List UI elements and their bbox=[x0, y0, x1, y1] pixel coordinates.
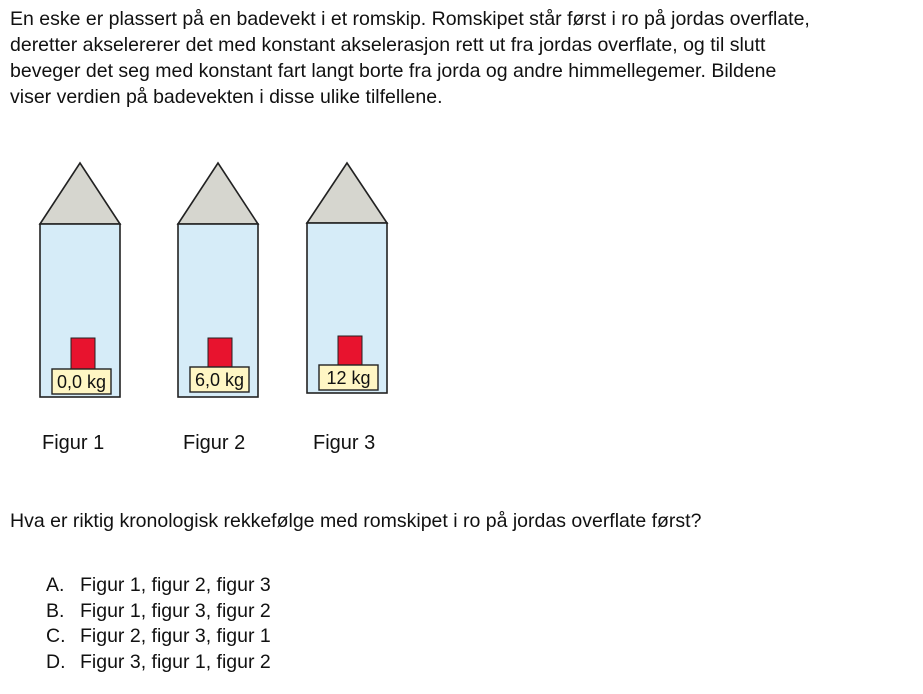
scale-reading: 12 kg bbox=[326, 368, 371, 388]
rocket-figure-2-drawing bbox=[176, 160, 262, 400]
answer-options bbox=[46, 573, 271, 675]
figure-caption: Figur 1 bbox=[42, 432, 105, 454]
nose-cone bbox=[40, 163, 120, 224]
scale-reading: 6,0 kg bbox=[194, 370, 245, 390]
option-letter: C. bbox=[46, 625, 66, 647]
nose-cone bbox=[307, 163, 387, 223]
intro-text bbox=[10, 6, 915, 110]
option-text: Figur 1, figur 2, figur 3 bbox=[80, 574, 271, 596]
rocket-figure-3-drawing bbox=[305, 160, 391, 400]
rocket-figure-2 bbox=[176, 160, 262, 400]
rocket-figure-3 bbox=[305, 160, 391, 400]
option-text: Figur 1, figur 3, figur 2 bbox=[80, 599, 271, 622]
nose-cone bbox=[178, 163, 258, 224]
answer-option-a[interactable] bbox=[46, 573, 271, 599]
intro-line: En eske er plassert på en badevekt i et romskip. Romskipet står først i ro på jordas overflate, bbox=[10, 8, 810, 30]
intro-line: beveger det seg med konstant fart langt borte fra jorda og andre himmellegemer. Bildene bbox=[10, 60, 777, 82]
intro-line: viser verdien på badevekten i disse ulike tilfellene. bbox=[10, 86, 443, 108]
option-letter: D. bbox=[46, 650, 66, 673]
box bbox=[338, 336, 362, 365]
answer-option-b[interactable] bbox=[46, 599, 271, 625]
box bbox=[208, 338, 232, 367]
scale-reading: 0,0 kg bbox=[56, 372, 107, 392]
option-letter: B. bbox=[46, 599, 65, 622]
rocket-figure-1 bbox=[38, 160, 124, 400]
box bbox=[71, 338, 95, 369]
rocket-figure-1-drawing bbox=[38, 160, 124, 400]
answer-option-c[interactable] bbox=[46, 624, 271, 650]
question-text: Hva er riktig kronologisk rekkefølge med romskipet i ro på jordas overflate først? bbox=[10, 510, 702, 532]
option-text: Figur 2, figur 3, figur 1 bbox=[80, 625, 271, 647]
figure-caption: Figur 2 bbox=[183, 432, 246, 454]
answer-option-d[interactable] bbox=[46, 650, 271, 676]
figure-caption: Figur 3 bbox=[313, 432, 376, 454]
option-text: Figur 3, figur 1, figur 2 bbox=[80, 650, 271, 673]
option-letter: A. bbox=[46, 574, 65, 596]
intro-line: deretter akselererer det med konstant akselerasjon rett ut fra jordas overflate, og til slutt bbox=[10, 34, 766, 56]
